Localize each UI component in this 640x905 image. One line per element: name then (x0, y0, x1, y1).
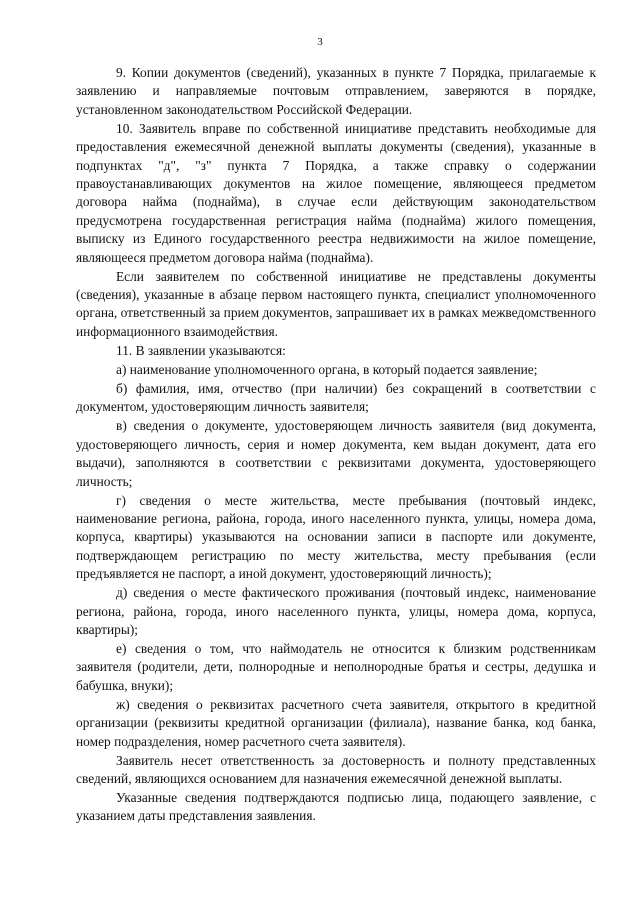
signature-paragraph: Указанные сведения подтверждаются подписью лица, подающего заявление, с указанием даты представления заявления. (76, 789, 596, 824)
responsibility-paragraph: Заявитель несет ответственность за достоверность и полноту представленных сведений, являющихся основанием для назначения ежемесячной денежной выплаты. (76, 752, 596, 786)
list-item-g: г) сведения о месте жительства, месте пребывания (почтовый индекс, наименование региона, района, города, иного населенного пункта, улицы, номера дома, корпуса, квартиры) указываются на основании записи в паспорте или документе, подтверждающем регистрацию по месту жительства, месту пребывания (если предъявляется не паспорт, а иной документ, удостоверяющий личность); (76, 492, 596, 582)
list-item-d: д) сведения о месте фактического проживания (почтовый индекс, наименование региона, района, города, иного населенного пункта, улицы, номера дома, корпуса, квартиры); (76, 585, 596, 637)
list-item-e: е) сведения о том, что наймодатель не относится к близким родственникам заявителя (родители, дети, полнородные и неполнородные братья и сестры, дедушка и бабушка, внуки); (76, 640, 596, 693)
paragraph-10: 10. Заявитель вправе по собственной инициативе представить необходимые для предоставления ежемесячной денежной выплаты документы (сведения), указанные в подпунктах "д", "з" пункта 7 Порядка, а также справку о содержании правоустанавливающих документов на жилое помещение, являющееся предметом договора найма (поднайма), в случае если действующим законодательством предусмотрена государственная регистрация найма (поднайма) жилого помещения, выписку из Единого государственного реестра недвижимости на жилое помещение, являющееся предметом договора найма (поднайма). (76, 120, 596, 265)
paragraph-9: 9. Копии документов (сведений), указанных в пункте 7 Порядка, прилагаемые к заявлению и направляемые почтовым отправлением, заверяются в порядке, установленном законодательством Российской Федерации. (76, 65, 596, 117)
document-body (76, 64, 596, 826)
list-item-zh: ж) сведения о реквизитах расчетного счета заявителя, открытого в кредитной организации (реквизиты кредитной организации (филиала), название банка, код банка, номер подразделения, номер расчетного счета заявителя). (76, 696, 596, 749)
list-item-b: б) фамилия, имя, отчество (при наличии) без сокращений в соответствии с документом, удостоверяющим личность заявителя; (76, 380, 596, 415)
list-item-a: а) наименование уполномоченного органа, в который подается заявление; (116, 361, 538, 377)
page-number: 3 (317, 36, 323, 48)
paragraph-10-second: Если заявителем по собственной инициативе не представлены документы (сведения), указанные в абзаце первом настоящего пункта, специалист уполномоченного органа, ответственный за прием документов, запрашивает их в рамках межведомственного информационного взаимодействия. (76, 268, 596, 339)
paragraph-11: 11. В заявлении указываются: (116, 342, 286, 358)
list-item-v: в) сведения о документе, удостоверяющем личность заявителя (вид документа, удостоверяющего личность, серия и номер документа, кем выдан документ, дата его выдачи), заполняются в соответствии с реквизитами документа, удостоверяющего личность; (76, 418, 596, 489)
